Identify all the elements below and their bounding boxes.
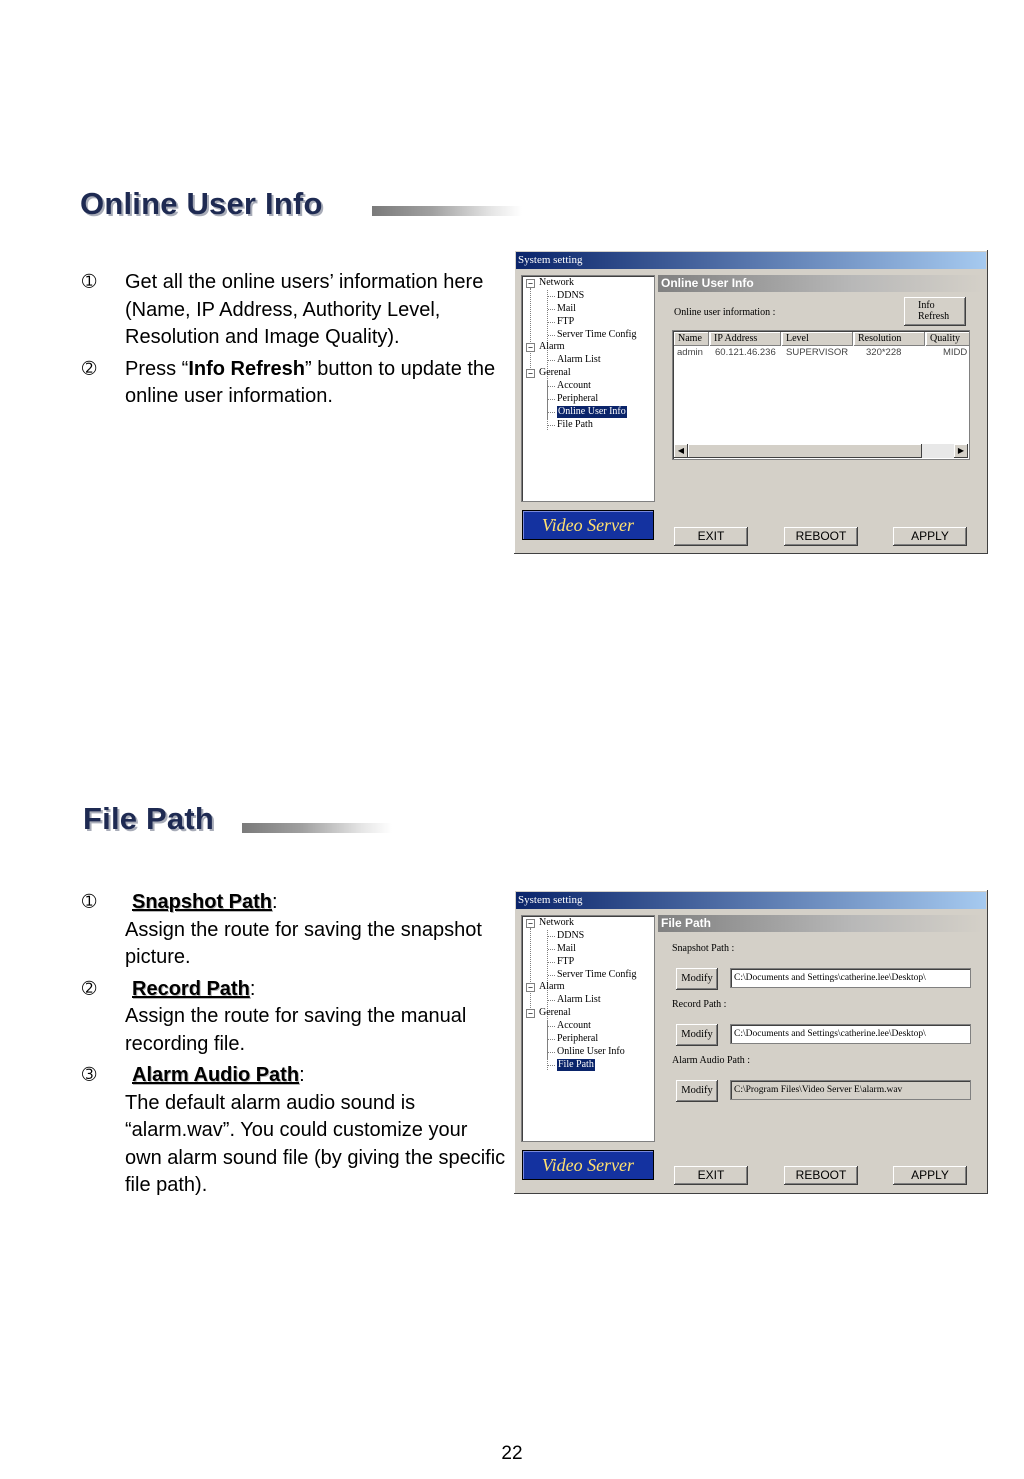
section-title-bar [242,823,392,833]
step-bold-term: Info Refresh [188,357,306,380]
step-number: ➀ [82,272,97,292]
record-path-label: Record Path : [672,999,727,1010]
column-header-resolution[interactable]: Resolution [854,332,925,346]
step-text: Get all the online users’ information here (Name, IP Address, Authority Level, Resolution and Image Quality). [125,271,484,348]
section-title-bar [372,206,522,216]
tree-item-alarm[interactable]: Alarm [539,341,565,352]
reboot-button[interactable]: REBOOT [784,1166,858,1185]
column-header-name[interactable]: Name [674,332,709,346]
cell-quality: MIDD [943,347,968,358]
tree-item-online-user-info[interactable]: Online User Info [557,1046,625,1057]
step-text-after: ” button to update the online user information. [125,357,496,407]
tree-item-account[interactable]: Account [557,1020,591,1031]
reboot-button[interactable]: REBOOT [784,527,858,546]
window-title-bar: System setting [516,892,986,909]
step-title: Alarm Audio Path [132,1064,300,1086]
panel-title: Online User Info [658,275,983,292]
column-header-ip[interactable]: IP Address [710,332,781,346]
online-user-info-steps [82,269,507,415]
column-header-level[interactable]: Level [782,332,853,346]
tree-item-file-path[interactable]: File Path [557,419,593,430]
page-number: 22 [501,1443,523,1464]
tree-item-peripheral[interactable]: Peripheral [557,393,599,404]
settings-tree: − Network DDNS Mail FTP Server Time Config − Alarm Alarm List − Gerenal Account Peripheral Online User Info File Path [521,275,655,502]
apply-button[interactable]: APPLY [893,527,967,546]
tree-item-network[interactable]: Network [539,917,574,928]
record-path-field[interactable]: C:\Documents and Settings\catherine.lee\Desktop\ [730,1024,971,1044]
tree-item-online-user-info[interactable]: Online User Info [558,406,626,417]
online-user-info-label: Online user information : [674,307,776,318]
step-text: Assign the route for saving the snapshot picture. [125,918,482,968]
step-number: ➁ [82,978,97,999]
step-number: ➁ [82,358,97,379]
scroll-left-icon[interactable]: ◀ [674,444,688,458]
horizontal-scrollbar[interactable] [674,444,968,458]
tree-item-general[interactable]: Gerenal [539,1007,571,1018]
modify-record-button[interactable]: Modify [676,1024,718,1046]
info-refresh-button[interactable]: Info Refresh [904,297,966,326]
section-title-online-user-info: Online User Info [80,186,323,221]
tree-item-mail[interactable]: Mail [557,943,576,954]
cell-ip: 60.121.46.236 [715,347,776,358]
step-title: Record Path [132,977,250,1000]
step-text: The default alarm audio sound is “alarm.wav”. You could customize your own alarm sound file (by giving the specific file path). [125,1091,506,1196]
online-user-info-window [514,250,988,554]
modify-snapshot-button[interactable]: Modify [676,968,718,990]
tree-item-ddns[interactable]: DDNS [557,290,585,301]
step-number: ➀ [82,892,97,912]
cell-level: SUPERVISOR [786,347,849,358]
video-server-logo: Video Server [522,510,654,540]
tree-item-ftp[interactable]: FTP [557,956,575,967]
tree-item-account[interactable]: Account [557,380,591,391]
video-server-logo: Video Server [522,1150,654,1180]
exit-button[interactable]: EXIT [674,1166,748,1185]
apply-button[interactable]: APPLY [893,1166,967,1185]
tree-item-network[interactable]: Network [539,277,574,288]
tree-item-general[interactable]: Gerenal [539,367,571,378]
panel-title: File Path [658,915,983,932]
file-path-steps [82,889,507,1204]
tree-item-mail[interactable]: Mail [557,303,576,314]
column-header-quality[interactable]: Quality [926,332,970,346]
snapshot-path-label: Snapshot Path : [672,943,735,954]
alarm-audio-path-label: Alarm Audio Path : [672,1055,751,1066]
tree-item-alarm-list[interactable]: Alarm List [557,354,601,365]
tree-item-peripheral[interactable]: Peripheral [557,1033,599,1044]
step-2: ➁ Record Path: Assign the route for saving the manual recording file. [82,977,467,1055]
modify-alarm-audio-button[interactable]: Modify [676,1080,718,1102]
online-users-list[interactable] [672,330,970,460]
tree-item-alarm[interactable]: Alarm [539,981,565,992]
tree-item-alarm-list[interactable]: Alarm List [557,994,601,1005]
scroll-thumb[interactable] [688,444,922,458]
snapshot-path-field[interactable]: C:\Documents and Settings\catherine.lee\Desktop\ [730,968,971,988]
step-3: ➂ Alarm Audio Path: The default alarm audio sound is “alarm.wav”. You could customize your own alarm sound file (by giving the specific file path). [82,1064,506,1196]
tree-item-server-time-config[interactable]: Server Time Config [557,969,637,980]
step-1: ➀ Snapshot Path: Assign the route for saving the snapshot picture. [82,891,482,968]
cell-resolution: 320*228 [866,347,902,358]
scroll-right-icon[interactable]: ▶ [954,444,968,458]
exit-button[interactable]: EXIT [674,527,748,546]
step-1 [82,269,507,352]
tree-item-ddns[interactable]: DDNS [557,930,585,941]
step-text: Assign the route for saving the manual recording file. [125,1005,467,1055]
section-title-file-path: File Path [83,801,214,836]
file-path-window [514,890,988,1194]
alarm-audio-path-field[interactable]: C:\Program Files\Video Server E\alarm.wav [730,1080,971,1100]
settings-tree: − Network DDNS Mail FTP Server Time Config − Alarm Alarm List − Gerenal Account Peripheral Online User Info File Path [521,915,655,1142]
cell-name: admin [677,347,703,358]
step-number: ➂ [82,1065,97,1085]
tree-item-ftp[interactable]: FTP [557,316,575,327]
step-text-before: Press “ [125,357,189,380]
tree-item-file-path[interactable]: File Path [558,1059,594,1070]
window-title-bar: System setting [516,252,986,269]
step-title: Snapshot Path [132,891,273,913]
step-2 [82,356,507,411]
tree-item-server-time-config[interactable]: Server Time Config [557,329,637,340]
